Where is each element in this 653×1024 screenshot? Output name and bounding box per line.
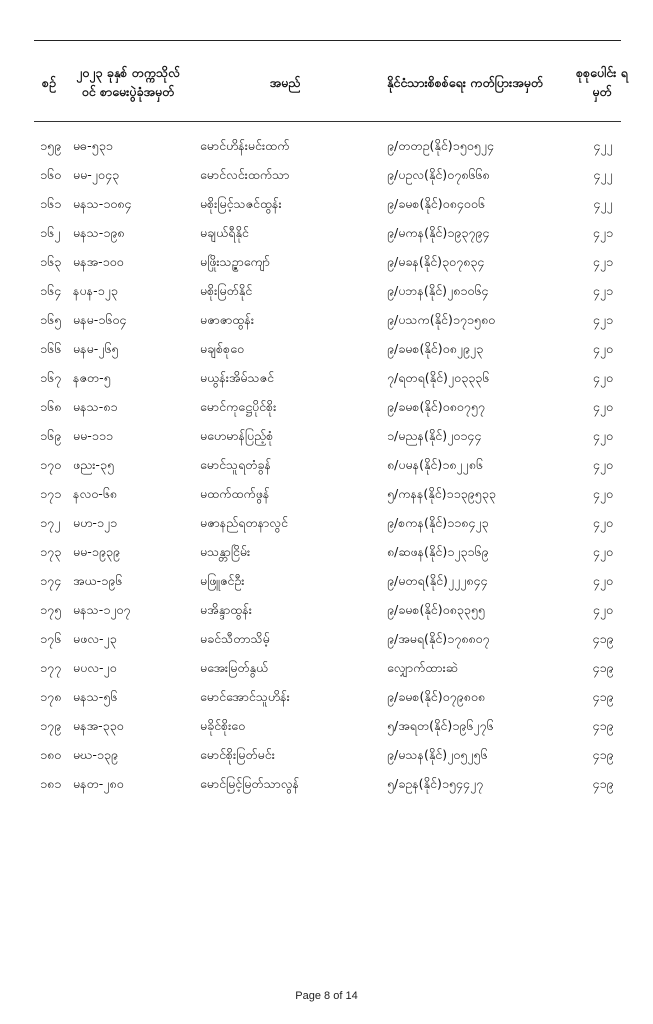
roll-number: မနသ-၁၉၈: [73, 225, 125, 240]
table-row: [0, 653, 653, 682]
student-name: မယွန်းအိမ်သဇင်: [200, 370, 274, 385]
roll-number: နဇတ-၅: [73, 370, 111, 385]
roll-number: နလ၀-၆၈: [73, 486, 117, 501]
nrc-number: ၉/စကန(နိုင်)၁၁၈၄၂၃: [387, 515, 489, 530]
row-number: ၁၆၂: [40, 225, 61, 240]
total-score: ၄၂၀: [592, 544, 614, 559]
nrc-number: ၉/ခမစ(နိုင်)၀၈၂၉၂၃: [387, 341, 484, 356]
total-score: ၄၁၉: [592, 631, 614, 646]
total-score: ၄၁၉: [592, 660, 614, 675]
roll-number: မနအ-၃၃၀: [73, 718, 124, 733]
nrc-number: ၉/ခမစ(နိုင်)၀၈၃၃၅၅: [387, 602, 485, 617]
nrc-number: ၉/ပသက(နိုင်)၁၇၁၅၈၀: [387, 312, 496, 327]
row-number: ၁၇၃: [40, 544, 62, 559]
table-row: [0, 711, 653, 740]
roll-number: နပန-၁၂၃: [73, 283, 118, 298]
table-row: [0, 566, 653, 595]
roll-number: အယ-၁၉၆: [73, 573, 123, 588]
header-no: စဉ်: [42, 74, 56, 90]
roll-number: မမ-၁၉၃၉: [73, 544, 120, 559]
student-name: မချစ်စုဝေ: [200, 341, 245, 356]
student-name: မထက်ထက်ဖွန်: [200, 486, 270, 501]
row-number: ၁၆၄: [40, 283, 62, 298]
row-number: ၁၆၇: [40, 370, 62, 385]
student-name: မဖြိုးသဉ္ဇာကျော်: [200, 254, 270, 269]
roll-number: မဃ-၁၃၉: [73, 747, 118, 762]
row-number: ၁၆၈: [40, 399, 62, 414]
row-number: ၁၇၄: [40, 573, 62, 588]
total-score: ၄၂၀: [592, 486, 614, 501]
student-name: မစိုးမြင့်သဇင်ထွန်း: [200, 196, 282, 211]
table-row: [0, 276, 653, 305]
table-row: [0, 131, 653, 160]
student-name: မောင်ဟိန်းမင်းထက်: [200, 138, 290, 153]
row-number: ၁၇၁: [40, 486, 62, 501]
total-score: ၄၂၀: [592, 457, 614, 472]
student-name: မဇာဇာထွန်း: [200, 312, 255, 327]
table-row: [0, 682, 653, 711]
nrc-number: ၈/ပမန(နိုင်)၁၈၂၂၈၆: [387, 457, 483, 472]
total-score: ၄၂၁: [592, 312, 614, 327]
total-score: ၄၂၀: [592, 428, 614, 443]
row-number: ၁၆၁: [40, 196, 62, 211]
total-score: ၄၂၀: [592, 370, 614, 385]
table-row: [0, 508, 653, 537]
student-name: မောင်ကုဋ္ဌေပိုင်စိုး: [200, 399, 277, 414]
student-name: မောင်လင်းထက်သာ: [200, 167, 290, 182]
student-name: မခင်သီတာသိမ့်: [200, 631, 270, 646]
nrc-number: ၉/ပဘန(နိုင်)၂၈၁၀၆၄: [387, 283, 489, 298]
student-name: မောင်သူရတံခွန်: [200, 457, 271, 472]
roll-number: မဟ-၁၂၁: [73, 515, 118, 530]
nrc-number: ၉/ပဥလ(နိုင်)၀၇၈၆၆၈: [387, 167, 490, 182]
header-name: အမည်: [269, 74, 301, 90]
table-row: [0, 450, 653, 479]
roll-number: မမ-၁၁၁: [73, 428, 113, 443]
row-number: ၁၇၈: [40, 689, 62, 704]
table-row: [0, 624, 653, 653]
table-row: [0, 595, 653, 624]
total-score: ၄၂၂: [593, 167, 613, 182]
row-number: ၁၇၅: [40, 602, 62, 617]
total-score: ၄၂၀: [592, 602, 614, 617]
student-name: မောင်စိုးမြတ်မင်း: [200, 747, 275, 762]
roll-number: မနတ-၂၈၀: [73, 776, 124, 791]
total-score: ၄၂၁: [592, 283, 614, 298]
table-row: [0, 305, 653, 334]
table-row: [0, 247, 653, 276]
nrc-number: ၅/အရတ(နိုင်)၁၉၆၂၇၆: [387, 718, 494, 733]
total-score: ၄၂၀: [592, 573, 614, 588]
page-footer: Page 8 of 14: [295, 990, 358, 1002]
row-number: ၁၇၆: [40, 631, 62, 646]
student-name: မဇာနည်ရတနာလွင်: [200, 515, 288, 530]
total-score: ၄၁၉: [592, 776, 614, 791]
roll-number: မနအ-၁၀၀: [73, 254, 124, 269]
header-score: စုစုပေါင်း ရမှတ်: [576, 65, 628, 99]
row-number: ၁၆၉: [40, 428, 62, 443]
table-row: [0, 160, 653, 189]
row-number: ၁၇၉: [40, 718, 62, 733]
table-row: [0, 363, 653, 392]
nrc-number: ၉/ခမစ(နိုင်)၀၇၉၈၀၈: [387, 689, 485, 704]
nrc-number: ၅/ခဥန(နိုင်)၁၅၄၄၂၇: [387, 776, 484, 791]
row-number: ၁၆၃: [40, 254, 62, 269]
total-score: ၄၂၀: [592, 399, 614, 414]
row-number: ၁၇၀: [40, 457, 62, 472]
nrc-number: လျှောက်ထားဆဲ: [387, 660, 458, 675]
total-score: ၄၂၀: [592, 515, 614, 530]
table-top-rule: [34, 40, 621, 41]
table-row: [0, 479, 653, 508]
roll-number: မနမ-၁၆၀၄: [73, 312, 127, 327]
nrc-number: ၉/မသန(နိုင်)၂၀၅၂၅၆: [387, 747, 488, 762]
row-number: ၁၅၉: [40, 138, 62, 153]
total-score: ၄၂၂: [593, 196, 613, 211]
roll-number: မနမ-၂၆၅: [73, 341, 119, 356]
row-number: ၁၇၂: [40, 515, 61, 530]
table-row: [0, 392, 653, 421]
roll-number: မဓ-၅၃၁: [73, 138, 113, 153]
student-name: မချယ်ရီနိုင်: [200, 225, 249, 240]
roll-number: မနသ-၁၂၀၇: [73, 602, 131, 617]
header-rule: [34, 121, 621, 122]
table-row: [0, 189, 653, 218]
student-name: မခိုင်စိုးဝေ: [200, 718, 246, 733]
roll-number: မပလ-၂၀: [73, 660, 117, 675]
table-row: [0, 218, 653, 247]
table-row: [0, 769, 653, 798]
total-score: ၄၁၉: [592, 747, 614, 762]
student-name: မောင်မြင့်မြတ်သာလွန်: [200, 776, 299, 791]
roll-number: မမ-၂၀၄၃: [73, 167, 120, 182]
student-name: မသန္တာငြိမ်း: [200, 544, 251, 559]
nrc-number: ၇/ရတရ(နိုင်)၂၀၃၃၃၆: [387, 370, 490, 385]
roll-number: မနသ-၅၆: [73, 689, 118, 704]
nrc-number: ၉/မတရ(နိုင်)၂၂၂၈၄၄: [387, 573, 488, 588]
roll-number: မနသ-၈၁: [73, 399, 118, 414]
row-number: ၁၈၁: [40, 776, 62, 791]
student-name: မအိန္ဒာထွန်း: [200, 602, 252, 617]
nrc-number: ၉/တတဥ(နိုင်)၁၅၀၅၂၄: [387, 138, 494, 153]
nrc-number: ၉/ခမစ(နိုင်)၀၈၄၀၀၆: [387, 196, 485, 211]
table-row: [0, 537, 653, 566]
nrc-number: ၉/မကန(နိုင်)၁၉၃၇၉၄: [387, 225, 490, 240]
row-number: ၁၈၀: [40, 747, 62, 762]
header-roll-number: ၂၀၂၃ ခုနှစ် တက္ကသိုလ်ဝင် စာမေးပွဲခုံအမှတ်: [76, 65, 180, 99]
header-nrc: နိုင်ငံသားစိစစ်ရေး ကတ်ပြားအမှတ်: [386, 74, 544, 90]
table-row: [0, 421, 653, 450]
row-number: ၁၇၇: [40, 660, 62, 675]
row-number: ၁၆၅: [40, 312, 62, 327]
table-row: [0, 740, 653, 769]
student-name: မဟေမာန်ပြည့်စုံ: [200, 428, 274, 443]
total-score: ၄၁၉: [592, 689, 614, 704]
student-name: မောင်အောင်သူဟိန်း: [200, 689, 290, 704]
total-score: ၄၂၁: [592, 225, 614, 240]
nrc-number: ၁/မညန(နိုင်)၂၀၁၄၄: [387, 428, 482, 443]
nrc-number: ၉/ခမစ(နိုင်)၀၈၀၇၅၇: [387, 399, 485, 414]
total-score: ၄၂၁: [592, 254, 614, 269]
roll-number: မဖလ-၂၃: [73, 631, 117, 646]
total-score: ၄၂၀: [592, 341, 614, 356]
student-name: မစိုးမြတ်နိုင်: [200, 283, 253, 298]
nrc-number: ၈/ဆဖန(နိုင်)၁၂၃၁၆၉: [387, 544, 489, 559]
total-score: ၄၁၉: [592, 718, 614, 733]
total-score: ၄၂၂: [593, 138, 613, 153]
row-number: ၁၆၆: [40, 341, 62, 356]
nrc-number: ၅/ကနန(နိုင်)၁၁၃၉၅၃၃: [387, 486, 496, 501]
row-number: ၁၆၀: [40, 167, 62, 182]
student-name: မဖြူဇင်ဦး: [200, 573, 245, 588]
nrc-number: ၉/အမရ(နိုင်)၁၇၈၈၀၇: [387, 631, 490, 646]
roll-number: မနသ-၁၀၈၄: [73, 196, 132, 211]
results-table-body: [0, 131, 653, 798]
roll-number: ဖညး-၃၅: [73, 457, 114, 472]
table-row: [0, 334, 653, 363]
nrc-number: ၉/မခန(နိုင်)၃၀၇၈၃၄: [387, 254, 485, 269]
student-name: မအေးမြတ်နွယ်: [200, 660, 269, 675]
